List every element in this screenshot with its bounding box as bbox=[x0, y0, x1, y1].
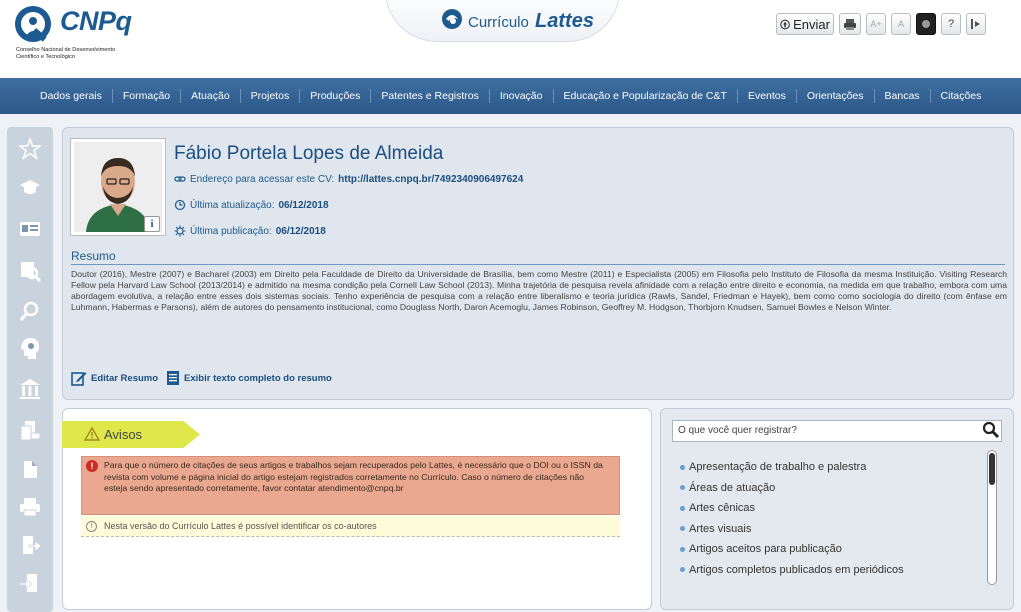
registrar-item-label: Artes visuais bbox=[689, 522, 752, 535]
logo-text: CNPq bbox=[60, 6, 132, 36]
magnifier-icon[interactable] bbox=[18, 299, 42, 323]
avisos-title: Avisos bbox=[104, 427, 143, 442]
export-icon[interactable] bbox=[18, 533, 42, 557]
main-nav bbox=[0, 78, 1021, 114]
nav-item-projetos[interactable]: Projetos bbox=[241, 89, 301, 103]
document-icon[interactable] bbox=[18, 457, 42, 481]
info-circle-icon: ! bbox=[86, 521, 97, 532]
registrar-search-placeholder: O que você quer registrar? bbox=[678, 425, 797, 436]
registrar-item-label: Artes cênicas bbox=[689, 502, 756, 515]
contrast-button[interactable] bbox=[916, 13, 936, 35]
update-icon bbox=[174, 199, 186, 211]
cv-url-label: Endereço para acessar este CV: bbox=[190, 173, 335, 185]
show-full-resumo-button[interactable] bbox=[166, 370, 332, 386]
logo-subtitle: Conselho Nacional de Desenvolvimento Científico e Tecnológico bbox=[16, 47, 116, 60]
app-title bbox=[468, 10, 594, 33]
logout-button[interactable] bbox=[966, 13, 986, 35]
nav-item-patentes[interactable]: Patentes e Registros bbox=[371, 89, 489, 103]
show-full-resumo-label: Exibir texto completo do resumo bbox=[184, 372, 332, 384]
alert-icon: ! bbox=[86, 460, 98, 472]
registrar-item[interactable] bbox=[680, 560, 904, 581]
bullet-icon bbox=[680, 567, 685, 572]
app-title-prefix: Currículo bbox=[468, 14, 529, 31]
nav-item-atuacao[interactable]: Atuação bbox=[181, 89, 241, 103]
registrar-item[interactable] bbox=[680, 539, 904, 560]
upload-icon bbox=[780, 18, 790, 31]
nav-item-eventos[interactable]: Eventos bbox=[738, 89, 797, 103]
nav-item-inovacao[interactable]: Inovação bbox=[490, 89, 554, 103]
cv-url-link[interactable]: http://lattes.cnpq.br/7492340906497624 bbox=[338, 173, 524, 185]
registrar-item-label: Artigos completos publicados em periódicos bbox=[689, 563, 904, 576]
help-button[interactable]: ? bbox=[941, 13, 961, 35]
nav-item-bancas[interactable]: Bancas bbox=[875, 89, 931, 103]
bullet-icon bbox=[680, 547, 685, 552]
header bbox=[0, 0, 1021, 78]
coauthor-note-text: Nesta versão do Currículo Lattes é possível identificar os co-autores bbox=[104, 521, 377, 531]
nav-item-orientacoes[interactable]: Orientações bbox=[797, 89, 875, 103]
app-title-main: Lattes bbox=[535, 10, 594, 32]
enviar-label: Enviar bbox=[793, 16, 830, 32]
nav-item-citacoes[interactable]: Citações bbox=[940, 90, 982, 102]
citation-alert-text: Para que o número de citações de seus artigos e trabalhos sejam recuperados pelo Lattes, é necessário que o DOI ou o ISSN da revista com volume e página inicial do artigo estejam registrados corretamente no Currículo. Caso o número de citações não esteja sendo apresentado corretamente, favor contatar atendimento@cnpq.br bbox=[104, 460, 603, 494]
last-update-row bbox=[174, 199, 329, 211]
logout-icon bbox=[970, 18, 982, 30]
nav-item-formacao[interactable]: Formação bbox=[113, 89, 181, 103]
registrar-item[interactable] bbox=[680, 478, 904, 499]
cnpq-logo-icon bbox=[14, 6, 58, 44]
contrast-icon bbox=[921, 19, 931, 29]
registrar-item-label: Artigos aceitos para publicação bbox=[689, 543, 842, 556]
bullet-icon bbox=[680, 485, 685, 490]
font-increase-button[interactable]: A+ bbox=[866, 13, 886, 35]
search-document-icon[interactable] bbox=[18, 259, 42, 283]
registrar-item[interactable] bbox=[680, 457, 904, 478]
bullet-icon bbox=[680, 465, 685, 470]
resumo-text: Doutor (2016), Mestre (2007) e Bacharel (2003) em Direito pela Faculdade de Direito da Universidade de Brasília, bem como Mestre (2011) e Especialista (2005) em Filosofia pelo Instituto de Filosofia da mesma Instituição. Visiting Research Fellow pela Harvard Law School (2013/2014) e admitido na mesma condição pela Cornell Law School (2013). Minha trajetória de pesquisa revela afinidade com a relação entre direito e economia, na medida em que trabalho, embora com uma abordagem evolutiva, a relação entre esses dois sistemas sociais. Tenho experiência de pesquisa com a relação entre liberalismo e teoria jurídica (Rawls, Sandel, Friedman e Hayek), bem como como sociologia do direito (com ênfase em Luhmann, Habermas e Parsons), além de autores do pensamento institucional, como Douglass North, Daron Acemoglu, James Robinson, Geoffrey M. Hodgson, Thorbjorn Knudsen, Samuel Bowles e Nelson Winter. bbox=[71, 269, 1007, 313]
photo-info-icon[interactable]: i bbox=[144, 216, 160, 232]
warning-icon bbox=[84, 427, 100, 441]
id-card-icon[interactable] bbox=[18, 217, 42, 241]
resumo-actions bbox=[71, 370, 332, 386]
print-side-icon[interactable] bbox=[18, 495, 42, 519]
last-update-label: Última atualização: bbox=[190, 199, 275, 211]
registrar-item[interactable] bbox=[680, 498, 904, 519]
search-icon[interactable] bbox=[982, 421, 1000, 439]
last-publication-row bbox=[174, 225, 326, 237]
link-icon bbox=[174, 173, 186, 185]
add-document-icon[interactable] bbox=[18, 419, 42, 443]
side-toolbar bbox=[7, 127, 53, 612]
toolbar bbox=[776, 12, 986, 36]
last-publication-label: Última publicação: bbox=[190, 225, 272, 237]
graduation-cap-icon[interactable] bbox=[18, 175, 42, 199]
registrar-item-label: Áreas de atuação bbox=[689, 481, 776, 494]
text-document-icon bbox=[166, 370, 180, 386]
registrar-scroll-thumb[interactable] bbox=[989, 453, 995, 485]
last-update-value: 06/12/2018 bbox=[278, 199, 329, 211]
print-button[interactable] bbox=[839, 13, 861, 35]
publication-icon bbox=[174, 225, 186, 237]
edit-icon bbox=[71, 370, 87, 386]
bullet-icon bbox=[680, 506, 685, 511]
nav-item-dados-gerais[interactable]: Dados gerais bbox=[30, 89, 113, 103]
edit-resumo-button[interactable] bbox=[71, 370, 158, 386]
font-normal-button[interactable]: A bbox=[891, 13, 911, 35]
enviar-button[interactable] bbox=[776, 13, 834, 35]
resumo-heading: Resumo bbox=[71, 249, 1005, 265]
lattes-swirl-icon bbox=[440, 8, 464, 30]
nav-item-producoes[interactable]: Produções bbox=[300, 89, 371, 103]
star-icon[interactable] bbox=[18, 137, 42, 161]
last-publication-value: 06/12/2018 bbox=[275, 225, 326, 237]
cnpq-logo[interactable] bbox=[14, 6, 144, 66]
registrar-list bbox=[680, 457, 904, 580]
cv-url-row bbox=[174, 173, 523, 185]
registrar-item-label: Apresentação de trabalho e palestra bbox=[689, 461, 867, 474]
institution-icon[interactable] bbox=[18, 377, 42, 401]
import-icon[interactable] bbox=[18, 571, 42, 595]
printer-icon bbox=[843, 18, 857, 31]
registrar-item[interactable] bbox=[680, 519, 904, 540]
head-gear-icon[interactable] bbox=[18, 337, 42, 361]
edit-resumo-label: Editar Resumo bbox=[91, 372, 159, 384]
researcher-name: Fábio Portela Lopes de Almeida bbox=[174, 143, 444, 164]
nav-item-educacao[interactable]: Educação e Popularização de C&T bbox=[554, 89, 738, 103]
bullet-icon bbox=[680, 526, 685, 531]
